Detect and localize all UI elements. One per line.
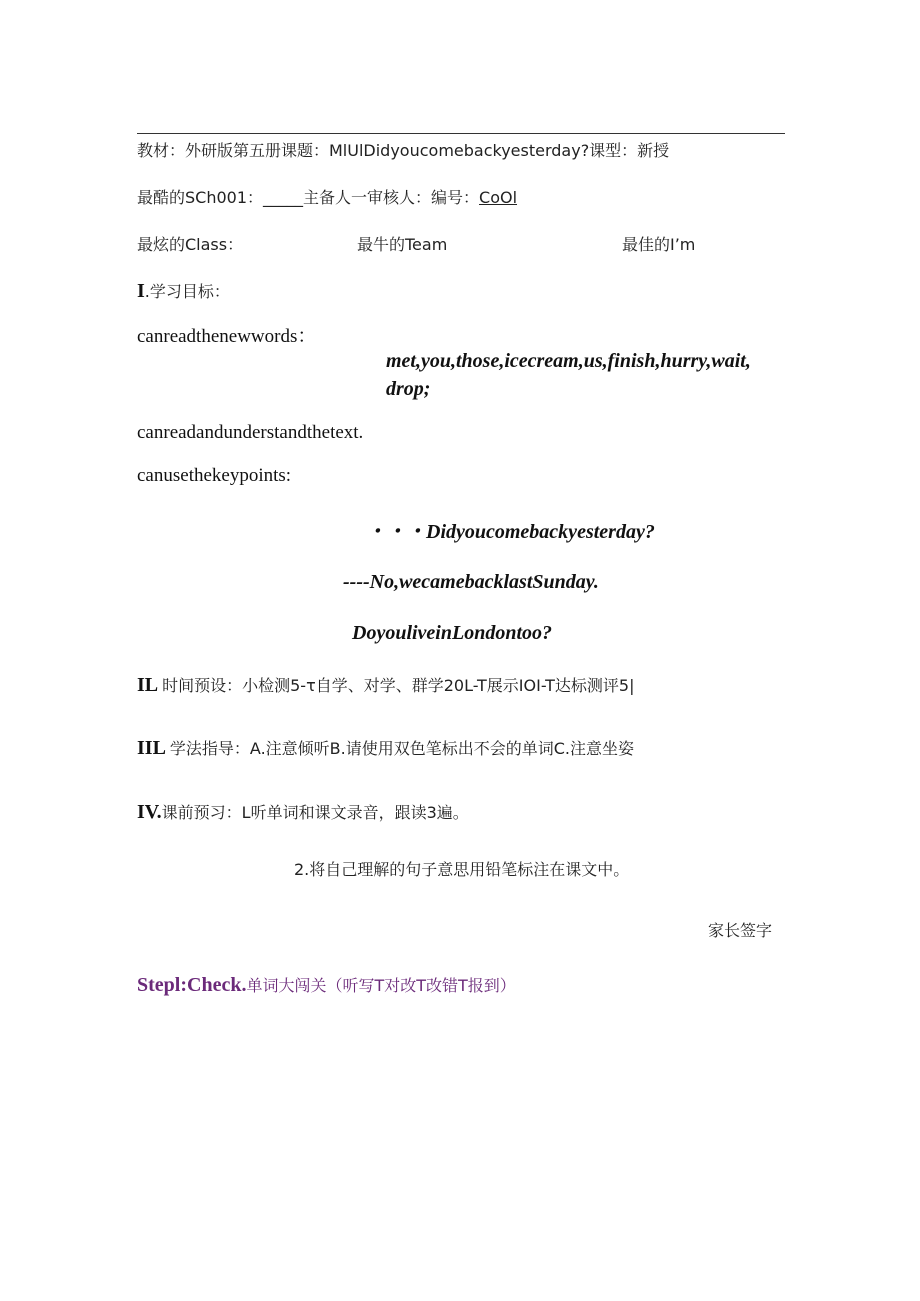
- team-label: 最牛的Team: [357, 235, 448, 254]
- key-point-1: ・・・Didyoucomebackyesterday?: [366, 521, 655, 543]
- header-line-1: 教材：外研版第五册课题：MlUlDidyoucomebackyesterday?课型：新授: [137, 141, 670, 160]
- step-1-heading: [137, 973, 516, 997]
- header-school-label: 最酷的SCh001：_____主备人一审核人：编号：: [137, 188, 480, 207]
- header-rule: [137, 133, 785, 134]
- goal-key-points: canusethekeypoints:: [137, 465, 292, 486]
- section-3-numeral: IIL: [137, 737, 166, 759]
- header-line-2: [137, 185, 517, 208]
- section-3-method-guide: [137, 736, 634, 760]
- section-2-numeral: IL: [137, 674, 159, 696]
- section-4-text: 课前预习：L听单词和课文录音，跟读3遍。: [161, 803, 469, 822]
- section-3-text: 学法指导：A.注意倾听B.请使用双色笔标出不会的单词C.注意坐姿: [169, 739, 634, 758]
- doc-code: CoOl: [479, 188, 518, 207]
- class-label: 最炫的Class：: [137, 235, 244, 254]
- section-4-numeral: IV.: [137, 801, 162, 823]
- section-2-time-plan: [137, 673, 634, 697]
- im-label: 最佳的I’m: [622, 235, 696, 254]
- key-point-2: ----No,wecamebacklastSunday.: [343, 571, 599, 593]
- section-1-numeral: I: [137, 280, 145, 302]
- section-4-preview: [137, 800, 469, 824]
- parent-signature-label: 家长签字: [708, 921, 773, 940]
- word-list-line-2: drop;: [386, 378, 431, 400]
- key-point-3: DoyouliveinLondontoo?: [352, 622, 553, 644]
- step-1-title: Stepl:Check.: [137, 974, 247, 996]
- section-1-title: .学习目标：: [144, 282, 230, 301]
- section-1-heading: [137, 279, 230, 303]
- section-2-text: 时间预设：小检测5-τ自学、对学、群学20L-T展示IOI-T达标测评5|: [162, 676, 635, 695]
- goal-new-words: canreadthenewwords：: [137, 326, 317, 347]
- word-list-line-1: met,you,those,icecream,us,finish,hurry,wait,: [386, 350, 751, 372]
- section-4-item-2: 2.将自己理解的句子意思用铅笔标注在课文中。: [294, 860, 630, 879]
- step-1-text: 单词大闯关（听写T对改T改错T报到）: [246, 976, 516, 995]
- goal-understand-text: canreadandunderstandthetext.: [137, 422, 364, 443]
